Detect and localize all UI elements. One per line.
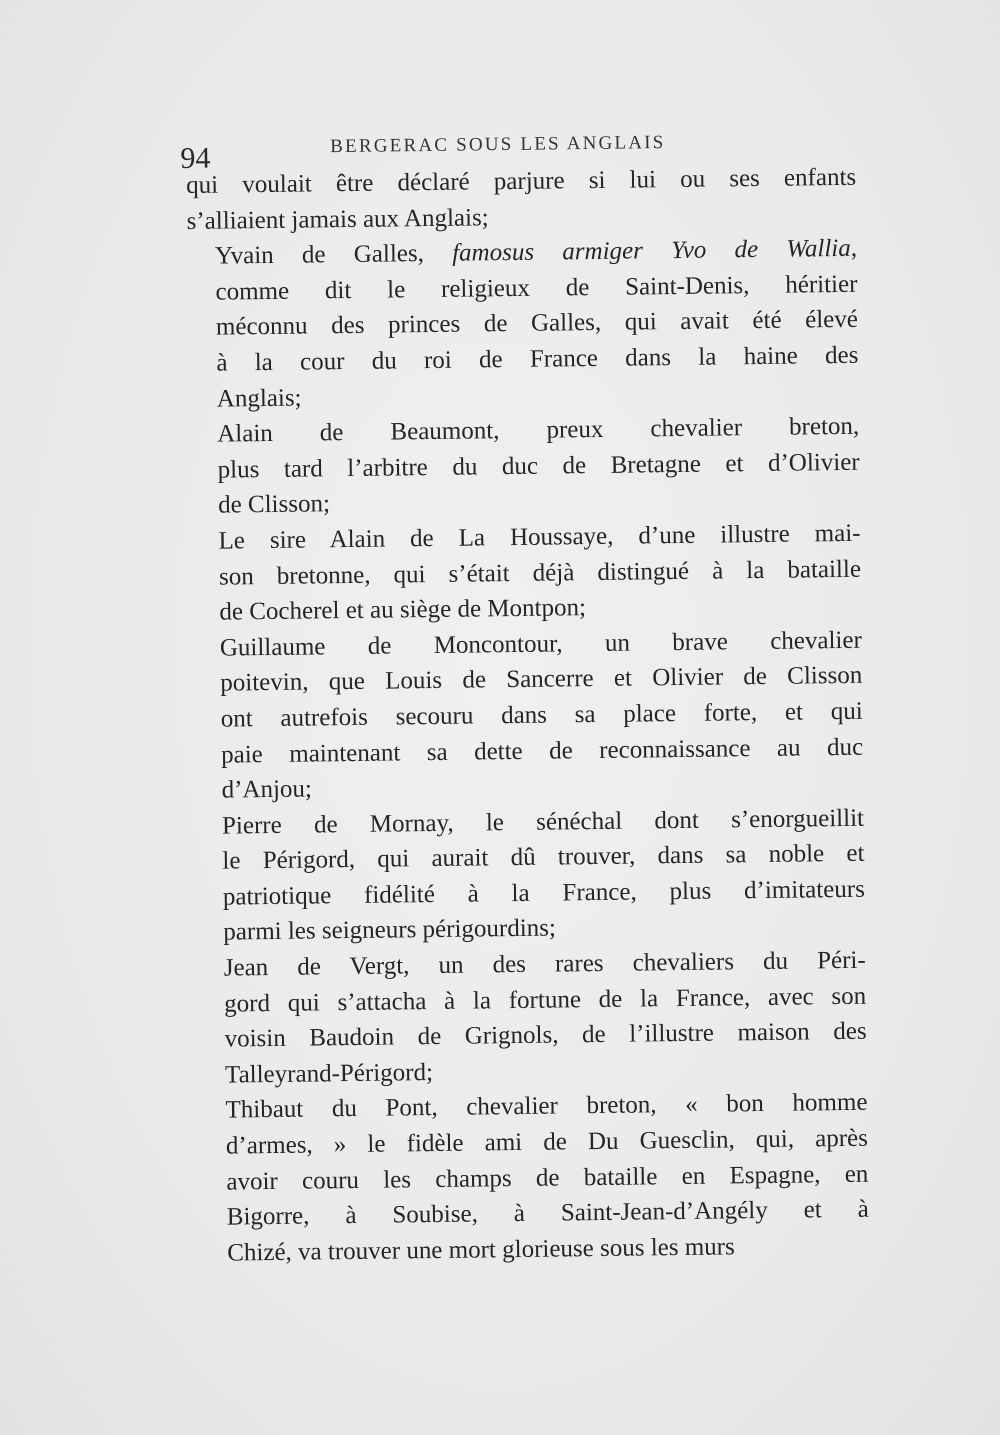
text-line: gord qui s’attacha à la fortune de la France, avec son bbox=[224, 982, 867, 1018]
text-line: Chizé, va trouver une mort glorieuse sous les murs bbox=[227, 1233, 735, 1267]
text-run: , bbox=[850, 234, 858, 263]
text-line: son bretonne, qui s’était déjà distingué à la bataille bbox=[218, 555, 862, 591]
text-line: de Clisson; bbox=[217, 490, 331, 519]
paragraph-alain-de-beaumont bbox=[189, 409, 860, 524]
paragraph-pierre-de-mornay bbox=[194, 800, 866, 951]
text-line: méconnu des princes de Galles, qui avait été élevé bbox=[215, 306, 859, 342]
paragraph-parjure bbox=[186, 160, 857, 239]
text-line: paie maintenant sa dette de reconnaissance au duc bbox=[221, 733, 864, 769]
text-line: Bigorre, à Soubise, à Saint-Jean-d’Angély et à bbox=[226, 1195, 869, 1231]
paragraph-guillaume-de-moncontour bbox=[192, 622, 864, 808]
text-line: Jean de Vergt, un des rares chevaliers du Péri- bbox=[223, 946, 866, 982]
text-line: Le sire Alain de La Houssaye, d’une illustre mai- bbox=[218, 519, 861, 555]
text-line: Anglais; bbox=[216, 384, 302, 413]
text-line: comme dit le religieux de Saint-Denis, héritier bbox=[215, 270, 858, 306]
text-line: d’Anjou; bbox=[221, 775, 313, 804]
text-line: s’alliaient jamais aux Anglais; bbox=[186, 203, 489, 235]
text-line: qui voulait être déclaré parjure si lui ou ses enfants bbox=[186, 163, 857, 199]
text-line: Talleyrand-Périgord; bbox=[224, 1058, 434, 1089]
text-line: de Cocherel et au siège de Montpon; bbox=[219, 594, 587, 626]
running-title: BERGERAC SOUS LES ANGLAIS bbox=[330, 132, 666, 158]
text-line: Thibaut du Pont, chevalier breton, « bon homme bbox=[225, 1089, 868, 1125]
text-line: plus tard l’arbitre du duc de Bretagne et d’Olivier bbox=[217, 448, 860, 484]
paragraph-thibaut-du-pont bbox=[197, 1085, 869, 1271]
text-line: voisin Baudoin de Grignols, de l’illustre maison des bbox=[224, 1018, 867, 1053]
text-line: patriotique fidélité à la France, plus d’imitateurs bbox=[222, 875, 866, 911]
paragraph-jean-de-vergt bbox=[196, 943, 868, 1094]
latin-quote: famosus armiger Yvo de Wallia bbox=[451, 235, 851, 267]
text-line: poitevin, que Louis de Sancerre et Olivier de Clisson bbox=[220, 662, 863, 697]
text-line: Guillaume de Moncontour, un brave chevalier bbox=[219, 626, 862, 662]
text-line: parmi les seigneurs périgourdins; bbox=[223, 915, 557, 947]
text-line: Pierre de Mornay, le sénéchal dont s’enorgueillit bbox=[221, 804, 865, 840]
text-line: d’armes, » le fidèle ami de Du Guesclin, qui, après bbox=[225, 1124, 869, 1160]
text-line: à la cour du roi de France dans la haine des bbox=[216, 341, 859, 377]
text-line: avoir couru les champs de bataille en Espagne, en bbox=[226, 1160, 869, 1196]
paragraph-alain-de-la-houssaye bbox=[190, 516, 861, 631]
text-run: Yvain de Galles, bbox=[214, 239, 453, 270]
paragraph-yvain-de-galles bbox=[187, 231, 859, 417]
text-line: Alain de Beaumont, preux chevalier breton, bbox=[217, 412, 860, 448]
text-line: ont autrefois secouru dans sa place forte, et qui bbox=[220, 697, 863, 733]
text-line: le Périgord, qui aurait dû trouver, dans sa noble et bbox=[222, 840, 865, 875]
body-text bbox=[186, 160, 869, 1272]
page-number: 94 bbox=[180, 141, 211, 175]
